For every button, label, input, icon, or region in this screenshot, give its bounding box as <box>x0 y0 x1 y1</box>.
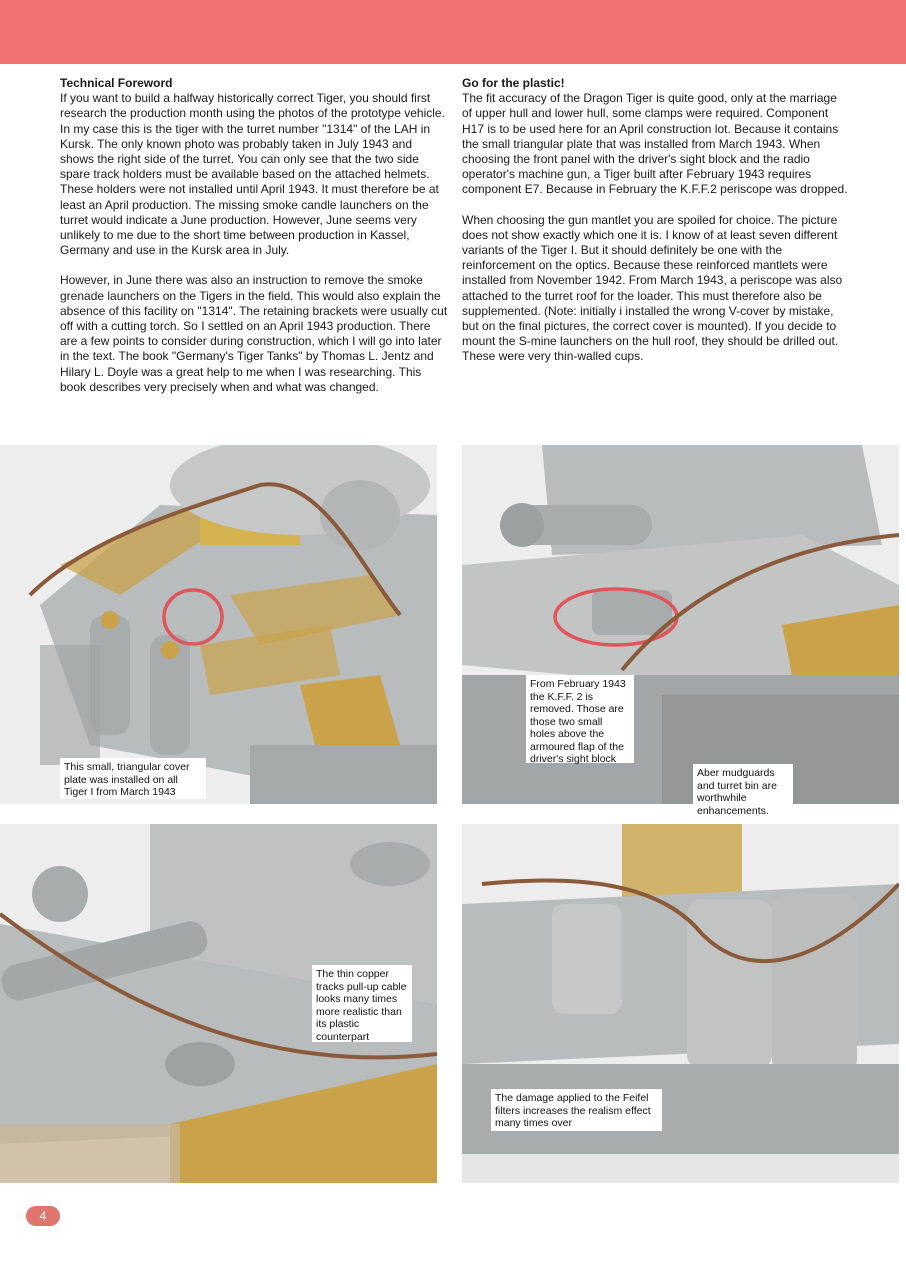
body-paragraph: The fit accuracy of the Dragon Tiger is quite good, only at the marriage of upper hull and lower hull, some clamps were required. Component H17 is to be used here for an April construction lot. Because it contains the small triangular plate that was installed from March 1943. When choosing the front panel with the driver's sight block and the radio operator's machine gun, a Tiger built after February 1943 requires component E7. Because in February the K.F.F.2 periscope was dropped. <box>462 91 848 197</box>
caption-kff2: From February 1943 the K.F.F. 2 is removed. Those are those two small holes above the armoured flap of the driver's sight block <box>526 675 634 763</box>
body-paragraph: However, in June there was also an instruction to remove the smoke grenade launchers on the Tigers in the field. This would also explain the absence of this facility on "1314". The retaining brackets were usually cut off with a cutting torch. So I settled on an April 1943 production. There are a few points to consider during construction, which I will go into later in the text. The book "Germany's Tiger Tanks" by Thomas L. Jentz and Hilary L. Doyle was a great help to me when I was researching. This book describes very precisely when and what was changed. <box>60 273 448 394</box>
technical-foreword-column <box>60 76 448 410</box>
caption-copper-cable: The thin copper tracks pull-up cable looks many times more realistic than its plastic counterpart <box>312 965 412 1042</box>
page-number: 4 <box>26 1206 60 1226</box>
caption-feifel: The damage applied to the Feifel filters increases the realism effect many times over <box>491 1089 662 1131</box>
go-for-plastic-heading: Go for the plastic! <box>462 76 565 90</box>
caption-aber: Aber mudguards and turret bin are worthwhile enhancements. <box>693 764 793 814</box>
go-for-plastic-column <box>462 76 850 380</box>
technical-foreword-heading: Technical Foreword <box>60 76 173 90</box>
header-band <box>0 0 906 64</box>
caption-triangular-plate: This small, triangular cover plate was installed on all Tiger I from March 1943 <box>60 758 206 799</box>
photo-engine-deck <box>0 445 437 804</box>
body-paragraph: When choosing the gun mantlet you are spoiled for choice. The picture does not show exactly which one it is. I know of at least seven different variants of the Tiger I. But it should definitely be one with the reinforcement on the optics. Because these reinforced mantlets were installed from November 1942. From March 1943, a periscope was also attached to the turret roof for the loader. This must therefore also be supplemented. (Note: initially i installed the wrong V-cover by mistake, but on the final pictures, the correct cover is mounted). If you decide to mount the S-mine launchers on the hull roof, they should be drilled out. These were very thin-walled cups. <box>462 212 843 364</box>
body-paragraph: If you want to build a halfway historically correct Tiger, you should first research the production month using the photos of the prototype vehicle. In my case this is the tiger with the turret number "1314" of the LAH in Kursk. The only known photo was probably taken in July 1943 and shows the right side of the turret. You can only see that the two side spare track holders must be available based on the attached helmets. These holders were not installed until April 1943. It must therefore be at least an April production. The missing smoke candle launchers on the turret would indicate a June production. However, June seems very unlikely to me due to the short time between production in Kassel, Germany and use in the Kursk area in July. <box>60 91 445 258</box>
